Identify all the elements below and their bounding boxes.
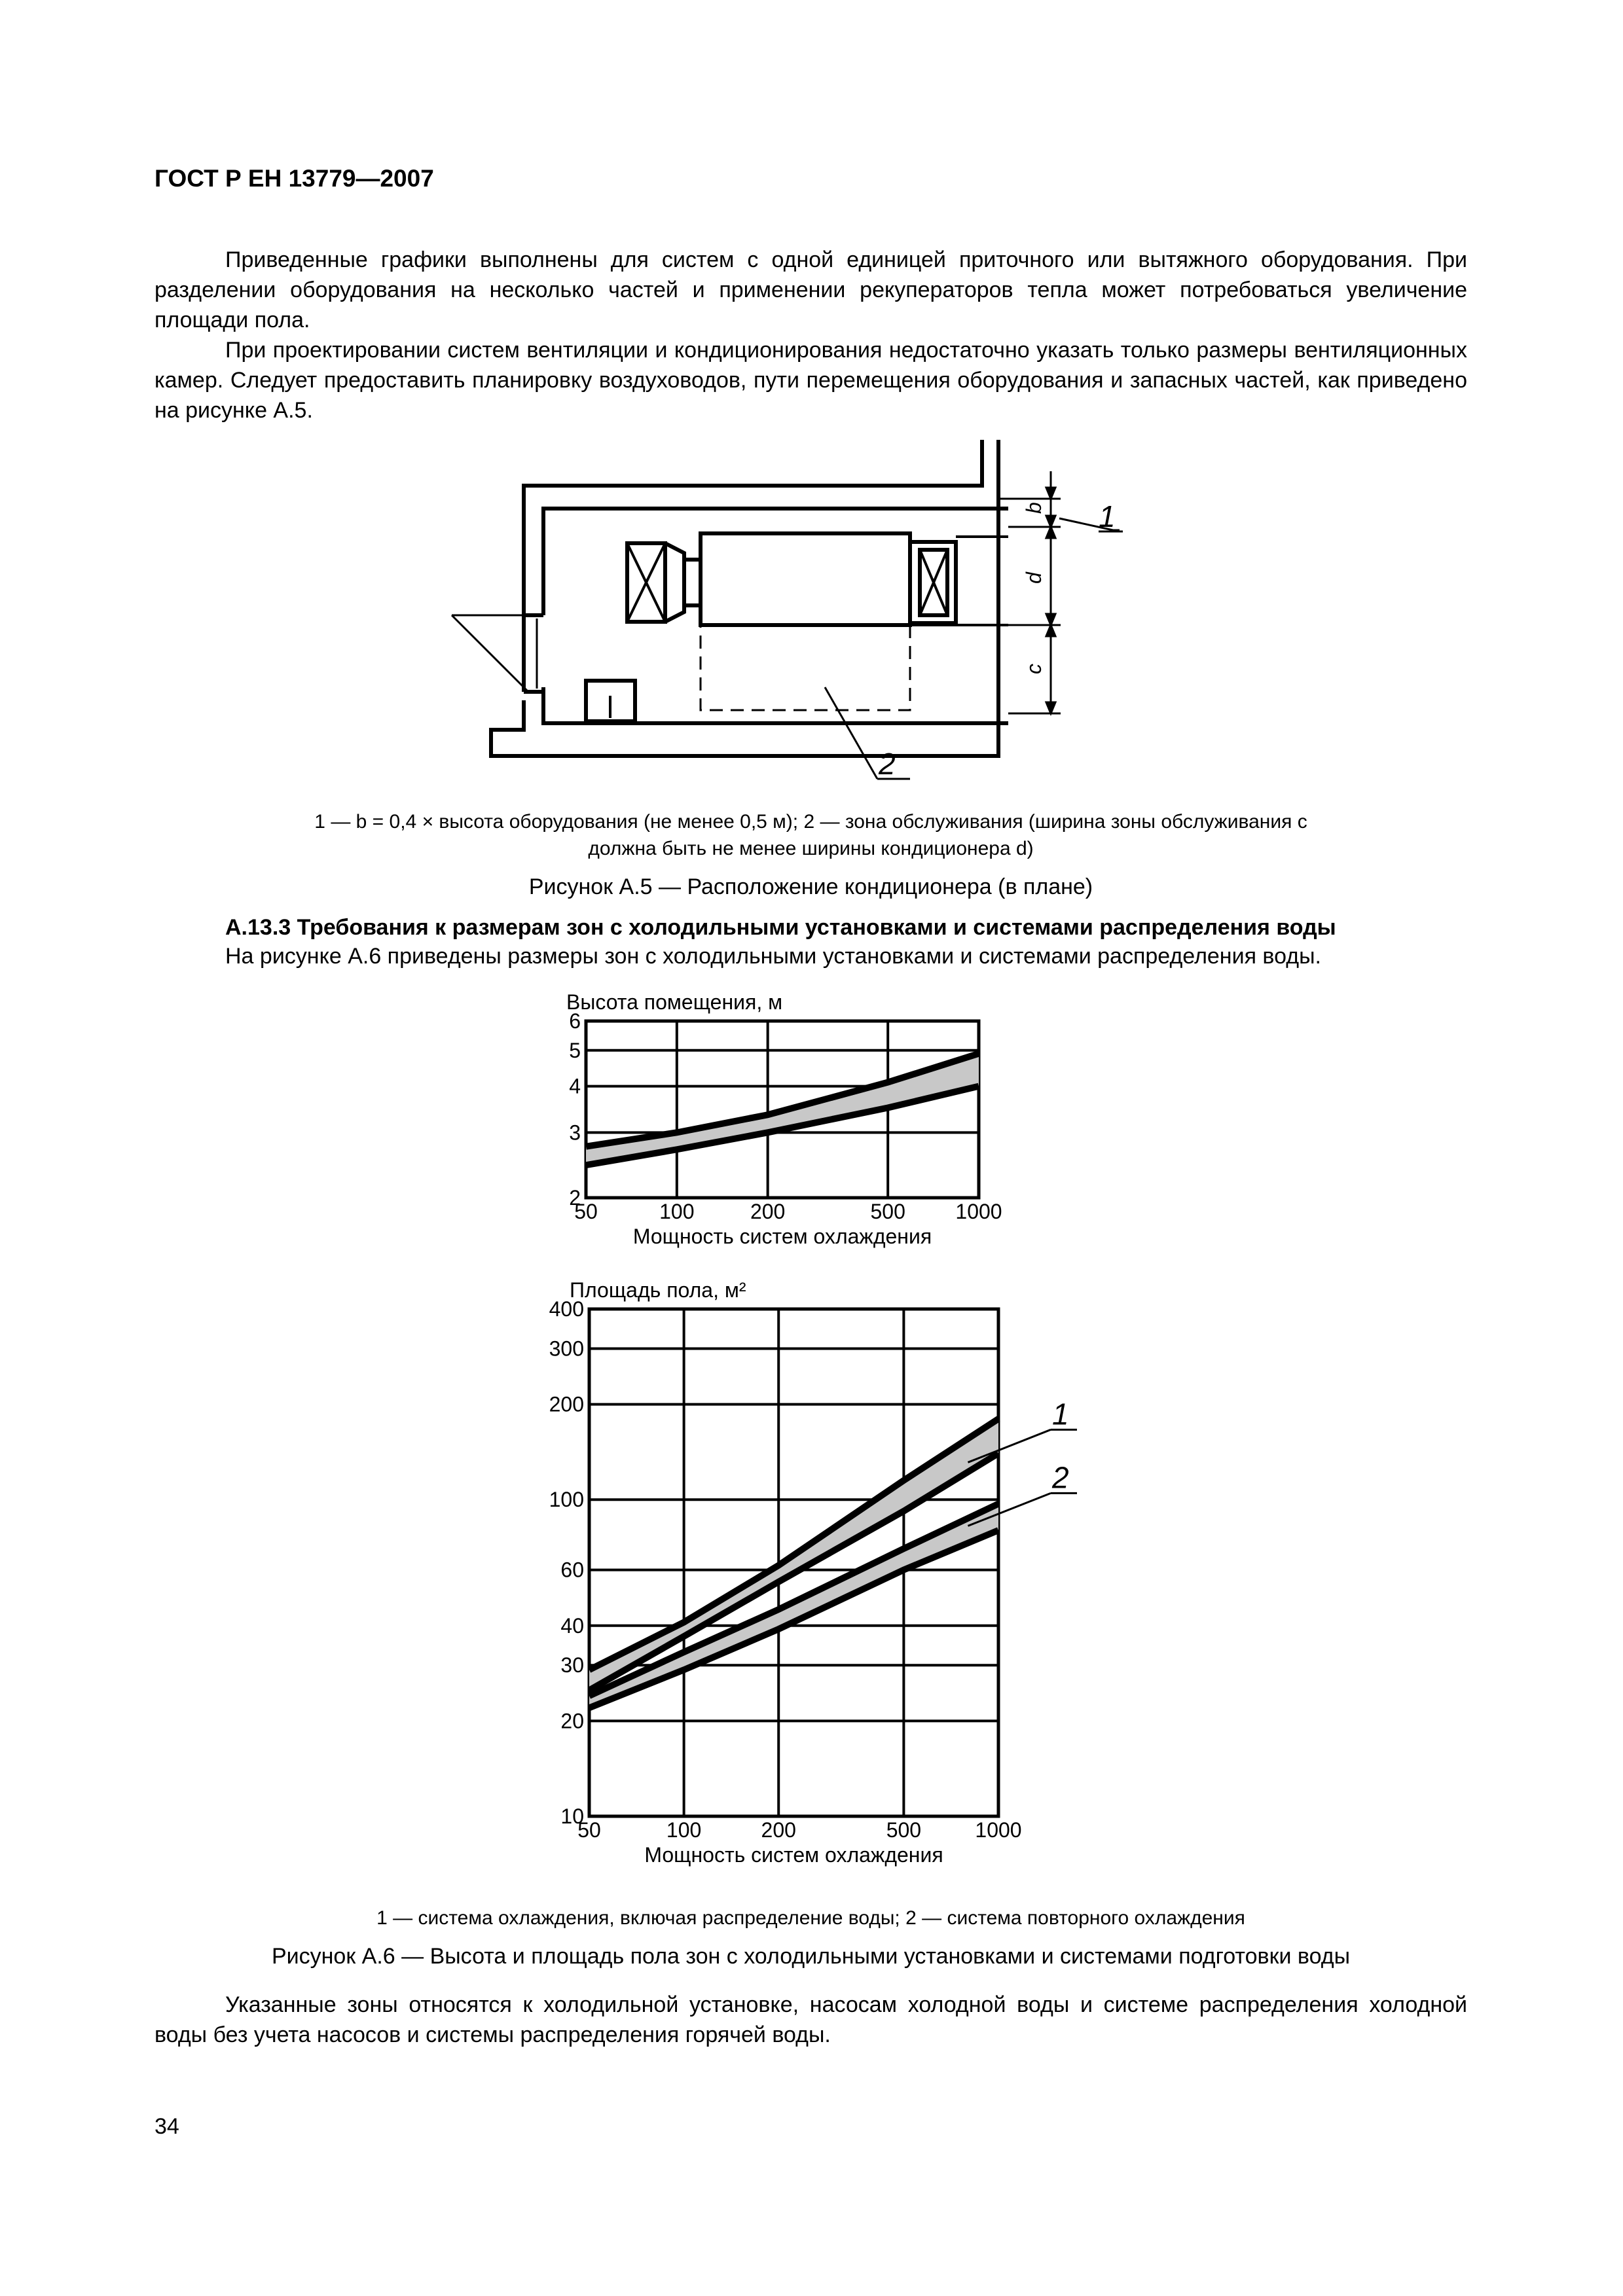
callout-1: 1 xyxy=(1099,499,1116,533)
series-label: 1 xyxy=(1052,1397,1069,1431)
floor-area-chart xyxy=(498,1263,1087,1892)
x-axis-label: Мощность систем охлаждения xyxy=(644,1843,943,1867)
y-tick-label: 100 xyxy=(549,1488,584,1512)
x-tick-label: 500 xyxy=(870,1200,905,1223)
document-header: ГОСТ Р ЕН 13779—2007 xyxy=(155,165,434,192)
y-tick-label: 6 xyxy=(569,1009,581,1033)
service-zone xyxy=(701,625,910,710)
y-tick-label: 20 xyxy=(560,1709,584,1733)
section-heading: А.13.3 Требования к размерам зон с холодильными установками и системами распределения воды xyxy=(225,915,1336,940)
x-tick-label: 50 xyxy=(574,1200,598,1223)
outer-wall xyxy=(524,440,982,692)
y-tick-label: 5 xyxy=(569,1038,581,1062)
air-conditioner-unit xyxy=(701,533,910,625)
paragraph-2: При проектировании систем вентиляции и кондиционирования недостаточно указать только размеры вентиляционных камер. Следует предоставить планировку воздуховодов, пути перемещения оборудования и запасных частей, как приведено на рисунке А.5. xyxy=(155,338,1467,423)
series-label: 2 xyxy=(1052,1460,1069,1495)
figure-a5-caption-line2: должна быть не менее ширины кондиционера d) xyxy=(588,838,1034,859)
x-axis-label: Мощность систем охлаждения xyxy=(632,1225,932,1248)
figure-a6-caption: 1 — система охлаждения, включая распределение воды; 2 — система повторного охлаждения xyxy=(376,1907,1245,1929)
x-tick-label: 1000 xyxy=(955,1200,1002,1223)
y-tick-label: 40 xyxy=(560,1613,584,1638)
closing-paragraph: Указанные зоны относятся к холодильной установке, насосам холодной воды и системе распределения холодной воды без учета насосов и системы распределения горячей воды. xyxy=(155,1992,1467,2047)
section-intro: На рисунке А.6 приведены размеры зон с холодильными установками и системами распределения воды. xyxy=(225,944,1322,969)
x-tick-label: 200 xyxy=(750,1200,786,1223)
y-tick-label: 2 xyxy=(569,1186,581,1210)
y-tick-label: 3 xyxy=(569,1121,581,1145)
inner-wall xyxy=(543,509,1008,615)
y-tick-label: 200 xyxy=(549,1392,584,1416)
dim-d-label: d xyxy=(1022,572,1046,584)
paragraph-1: Приведенные графики выполнены для систем с одной единицей приточного или вытяжного оборудования. При разделении оборудования на несколько частей и применении рекуператоров тепла может потребоваться увеличение площади пола. xyxy=(155,247,1467,332)
figure-a5-caption-line1: 1 — b = 0,4 × высота оборудования (не менее 0,5 м); 2 — зона обслуживания (ширина зоны обслуживания c xyxy=(314,811,1307,833)
y-tick-label: 300 xyxy=(549,1336,584,1361)
y-tick-label: 10 xyxy=(560,1804,584,1828)
x-tick-label: 50 xyxy=(577,1818,601,1842)
y-axis-label: Высота помещения, м xyxy=(566,990,783,1014)
room-height-chart xyxy=(511,982,1087,1257)
x-tick-label: 100 xyxy=(666,1818,702,1842)
band-lower-line xyxy=(589,1454,998,1691)
y-tick-label: 30 xyxy=(560,1653,584,1677)
figure-a5-title: Рисунок А.5 — Расположение кондиционера (в плане) xyxy=(528,874,1093,899)
x-tick-label: 500 xyxy=(886,1818,922,1842)
band-upper-line xyxy=(589,1504,998,1696)
dim-c-label: c xyxy=(1022,664,1046,674)
y-tick-label: 400 xyxy=(549,1297,584,1321)
x-tick-label: 100 xyxy=(659,1200,695,1223)
figure-a6-title: Рисунок А.6 — Высота и площадь пола зон с холодильными установками и системами подготовки воды xyxy=(271,1944,1351,1969)
x-tick-label: 1000 xyxy=(975,1818,1022,1842)
y-tick-label: 4 xyxy=(569,1074,581,1098)
callout-2: 2 xyxy=(879,747,896,781)
page-number: 34 xyxy=(155,2114,179,2139)
figure-a5-drawing xyxy=(0,0,1623,825)
y-tick-label: 60 xyxy=(560,1558,584,1582)
y-axis-label: Площадь пола, м² xyxy=(570,1278,746,1302)
dim-b-label: b xyxy=(1022,502,1046,514)
x-tick-label: 200 xyxy=(761,1818,796,1842)
